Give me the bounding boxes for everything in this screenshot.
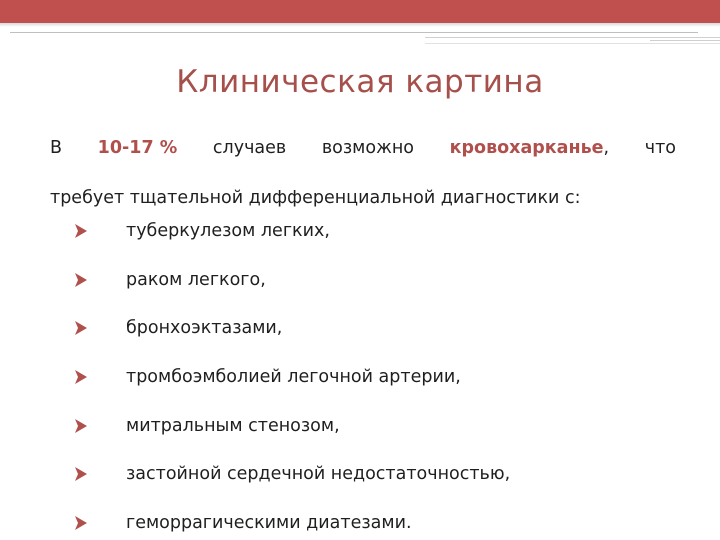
slide-title: Клиническая картина	[176, 64, 544, 100]
intro-word: что	[644, 138, 676, 158]
intro-paragraph	[50, 133, 676, 217]
list-item-text: митральным стенозом,	[126, 415, 340, 436]
decorative-line	[425, 43, 720, 44]
list-item-text: тромбоэмболией легочной артерии,	[126, 367, 461, 388]
intro-line-1	[50, 133, 676, 171]
top-accent-band	[0, 0, 720, 23]
decorative-line	[650, 40, 720, 41]
list-item-text: геморрагическими диатезами.	[126, 513, 412, 534]
percent-range: 10-17 %	[97, 138, 178, 158]
arrowhead-bullet-icon	[72, 222, 90, 240]
intro-word: возможно	[321, 138, 415, 158]
differential-list	[72, 210, 510, 540]
top-band-shadow	[0, 23, 720, 27]
list-item-text: застойной сердечной недостаточностью,	[126, 464, 511, 485]
intro-comma: ,	[603, 138, 610, 158]
list-item	[72, 453, 510, 495]
arrowhead-bullet-icon	[72, 465, 90, 483]
list-item	[72, 210, 510, 252]
arrowhead-bullet-icon	[72, 514, 90, 532]
intro-line-2: требует тщательной дифференциальной диагностики с:	[50, 188, 581, 208]
hemoptysis-term: кровохарканье	[449, 138, 604, 158]
list-item-text: раком легкого,	[126, 269, 266, 290]
arrowhead-bullet-icon	[72, 417, 90, 435]
list-item-text: бронхоэктазами,	[126, 318, 283, 339]
list-item	[72, 405, 510, 447]
list-item	[72, 259, 510, 301]
intro-word: случаев	[212, 138, 287, 158]
arrowhead-bullet-icon	[72, 368, 90, 386]
arrowhead-bullet-icon	[72, 271, 90, 289]
decorative-line	[425, 37, 720, 38]
decorative-line	[10, 32, 698, 33]
arrowhead-bullet-icon	[72, 319, 90, 337]
list-item-text: туберкулезом легких,	[126, 221, 330, 241]
list-item	[72, 502, 510, 540]
intro-word: В	[50, 138, 63, 158]
list-item	[72, 356, 510, 398]
highlight-term	[450, 133, 609, 171]
list-item	[72, 307, 510, 349]
